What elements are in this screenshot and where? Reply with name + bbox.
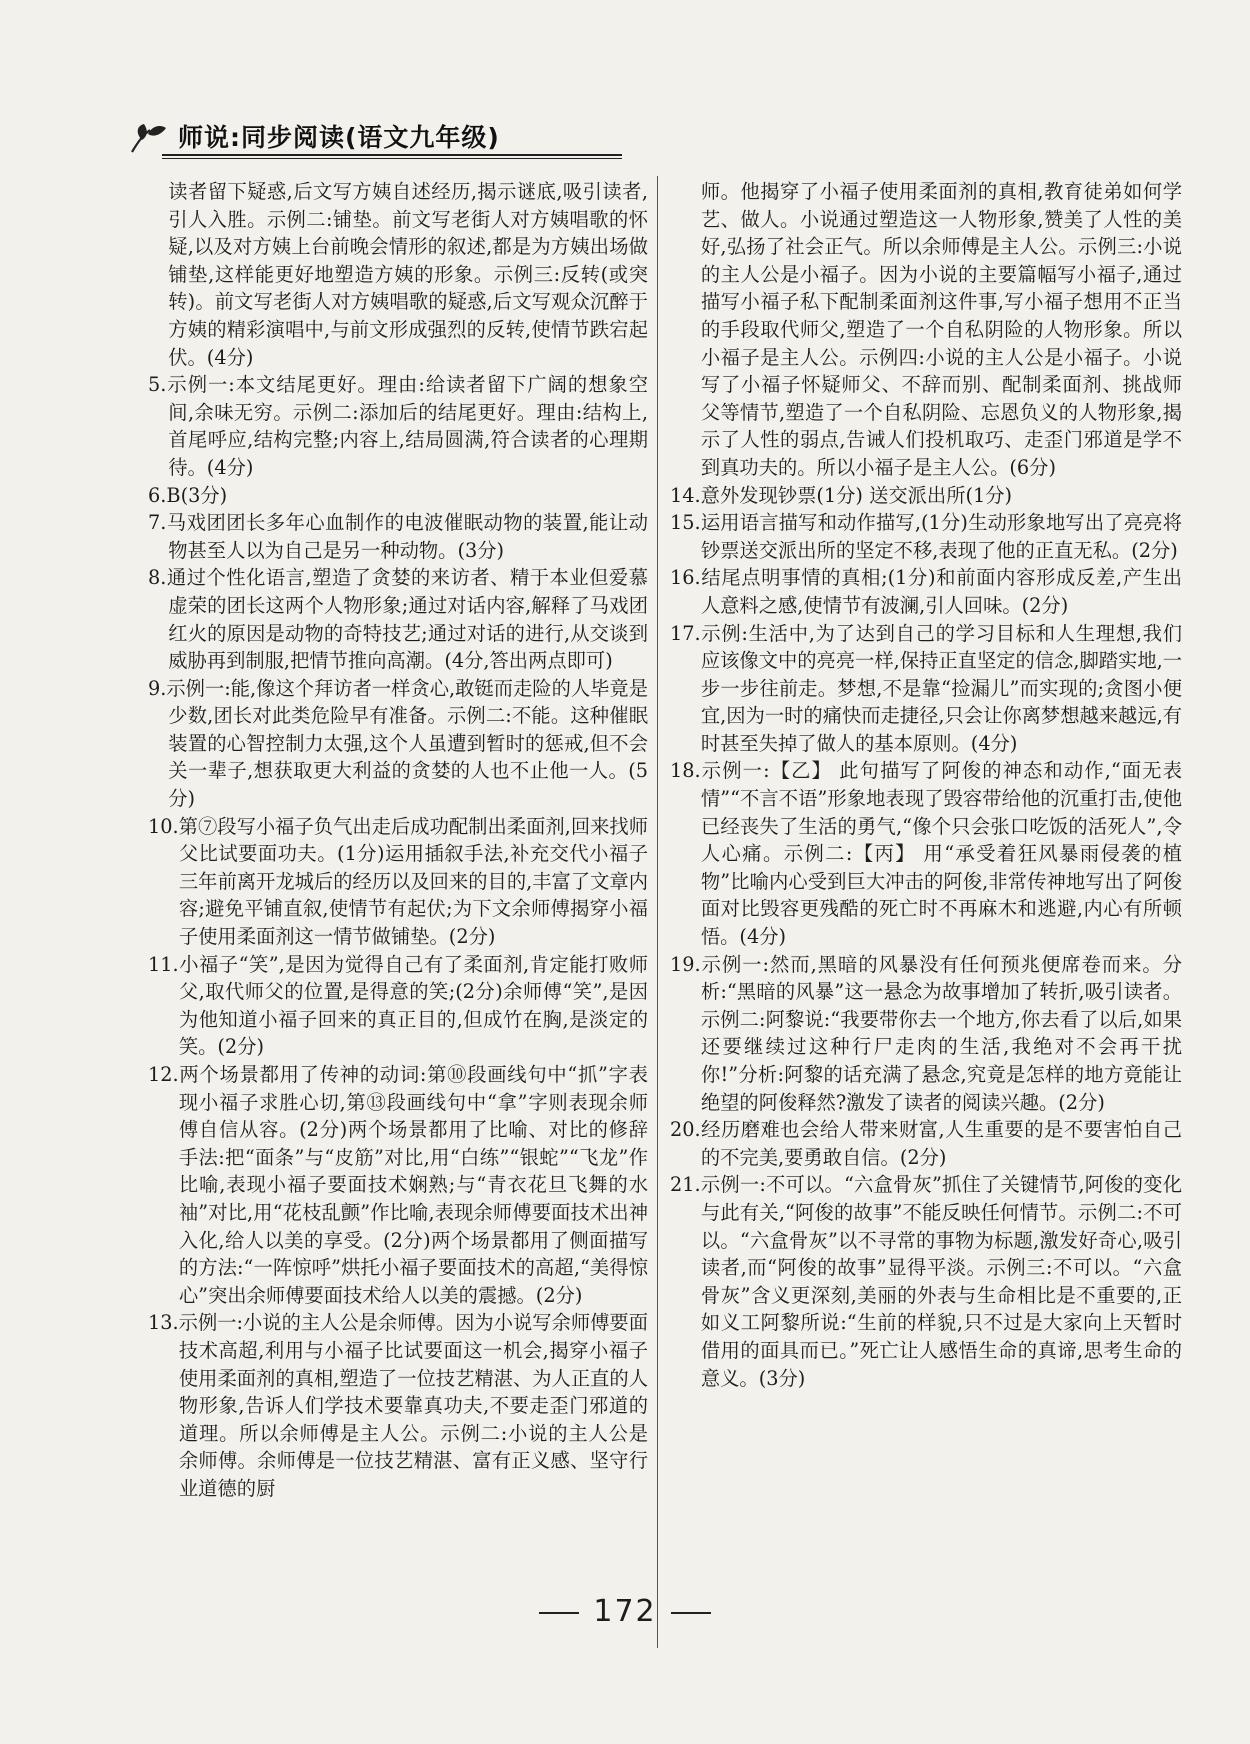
answer-14: 14.意外发现钞票(1分) 送交派出所(1分) [670, 483, 1013, 507]
header-rule [162, 154, 622, 156]
column-divider [657, 176, 658, 1648]
answer-16: 16.结尾点明事情的真相;(1分)和前面内容形成反差,产生出人意料之感,使情节有波澜,引人回味。(2分) [670, 566, 1182, 617]
answer-12: 12.两个场景都用了传神的动词:第⑩段画线句中“抓”字表现小福子求胜心切,第⑬段画线句中“拿”字则表现余师傅自信从容。(2分)两个场景都用了比喻、对比的修辞手法:把“面条”与“皮筋”对比,用“白练”“银蛇”“飞龙”作比喻,表现小福子要面技术娴熟;与“青衣花旦飞舞的水袖”对比,用“花枝乱颤”作比喻,表现余师傅要面技术出神入化,给人以美的享受。(2分)两个场景都用了侧面描写的方法:“一阵惊呼”烘托小福子要面技术的高超,“美得惊心”突出余师傅要面技术给人以美的震撼。(2分) [148, 1063, 648, 1307]
footer-dash-left [539, 1612, 579, 1614]
answer-11: 11.小福子“笑”,是因为觉得自己有了柔面剂,肯定能打败师父,取代师父的位置,是得意的笑;(2分)余师傅“笑”,是因为他知道小福子回来的真正目的,但成竹在胸,是淡定的笑。(2分) [148, 952, 648, 1059]
answer-4-continued: 读者留下疑惑,后文写方姨自述经历,揭示谜底,吸引读者,引人入胜。示例二:铺垫。前文写老街人对方姨唱歌的怀疑,以及对方姨上台前晚会情形的叙述,都是为方姨出场做铺垫,这样能更好地塑造方姨的形象。示例三:反转(或突转)。前文写老街人对方姨唱歌的疑惑,后文写观众沉醉于方姨的精彩演唱中,与前文形成强烈的反转,使情节跌宕起伏。(4分) [168, 180, 648, 369]
answer-21: 21.示例一:不可以。“六盒骨灰”抓住了关键情节,阿俊的变化与此有关,“阿俊的故事”不能反映任何情节。示例二:不可以。“六盒骨灰”以不寻常的事物为标题,激发好奇心,吸引读者,而“阿俊的故事”显得平淡。示例三:不可以。“六盒骨灰”含义更深刻,美丽的外表与生命相比是不重要的,正如义工阿黎所说:“生前的样貌,只不过是大家向上天暂时借用的面具而已。”死亡让人感悟生命的真谛,思考生命的意义。(3分) [670, 1173, 1182, 1390]
answer-15: 15.运用语言描写和动作描写,(1分)生动形象地写出了亮亮将钞票送交派出所的坚定不移,表现了他的正直无私。(2分) [670, 511, 1182, 562]
page-number: 172 [593, 1594, 657, 1629]
header-title: 师说:同步阅读(语文九年级) [178, 123, 500, 152]
answer-6: 6.B(3分) [148, 483, 228, 507]
answer-7: 7.马戏团团长多年心血制作的电波催眠动物的装置,能让动物甚至人以为自己是另一种动物。(3分) [148, 511, 648, 562]
answer-13: 13.示例一:小说的主人公是余师傅。因为小说写余师傅要面技术高超,利用与小福子比试要面这一机会,揭穿小福子使用柔面剂的真相,塑造了一位技艺精湛、为人正直的人物形象,告诉人们学技术要靠真功夫,不要走歪门邪道的道理。所以余师傅是主人公。示例二:小说的主人公是余师傅。余师傅是一位技艺精湛、富有正义感、坚守行业道德的厨 [148, 1311, 648, 1500]
page-footer [0, 1594, 1250, 1629]
answer-10: 10.第⑦段写小福子负气出走后成功配制出柔面剂,回来找师父比试要面功夫。(1分)运用插叙手法,补充交代小福子三年前离开龙城后的经历以及回来的目的,丰富了文章内容;避免平铺直叙,使情节有起伏;为下文余师傅揭穿小福子使用柔面剂这一情节做铺垫。(2分) [148, 814, 648, 949]
answer-9: 9.示例一:能,像这个拜访者一样贪心,敢铤而走险的人毕竟是少数,团长对此类危险早有准备。示例二:不能。这种催眠装置的心智控制力太强,这个人虽遭到暂时的惩戒,但不会关一辈子,想获取更大利益的贪婪的人也不止他一人。(5分) [148, 676, 648, 811]
answer-13-continued: 师。他揭穿了小福子使用柔面剂的真相,教育徒弟如何学艺、做人。小说通过塑造这一人物形象,赞美了人性的美好,弘扬了社会正气。所以余师傅是主人公。示例三:小说的主人公是小福子。因为小说的主要篇幅写小福子,通过描写小福子私下配制柔面剂这件事,写小福子想用不正当的手段取代师父,塑造了一个自私阴险的人物形象。所以小福子是主人公。示例四:小说的主人公是小福子。小说写了小福子怀疑师父、不辞而别、配制柔面剂、挑战师父等情节,塑造了一个自私阴险、忘恩负义的人物形象,揭示了人性的弱点,告诫人们投机取巧、走歪门邪道是学不到真功夫的。所以小福子是主人公。(6分) [700, 180, 1182, 479]
answer-20: 20.经历磨难也会给人带来财富,人生重要的是不要害怕自己的不完美,要勇敢自信。(2分) [670, 1118, 1182, 1169]
footer-dash-right [671, 1612, 711, 1614]
left-column [148, 178, 648, 1503]
answer-19: 19.示例一:然而,黑暗的风暴没有任何预兆便席卷而来。分析:“黑暗的风暴”这一悬念为故事增加了转折,吸引读者。示例二:阿黎说:“我要带你去一个地方,你去看了以后,如果还要继续过这种行尸走肉的生活,我绝对不会再干扰你!”分析:阿黎的话充满了悬念,究竟是怎样的地方竟能让绝望的阿俊释然?激发了读者的阅读兴趣。(2分) [670, 952, 1182, 1114]
answer-5: 5.示例一:本文结尾更好。理由:给读者留下广阔的想象空间,余味无穷。示例二:添加后的结尾更好。理由:结构上,首尾呼应,结构完整;内容上,结局圆满,符合读者的心理期待。(4分) [148, 373, 648, 479]
right-column [670, 178, 1182, 1392]
answer-8: 8.通过个性化语言,塑造了贪婪的来访者、精于本业但爱慕虚荣的团长这两个人物形象;通过对话内容,解释了马戏团红火的原因是动物的奇特技艺;通过对话的进行,从交谈到威胁再到制服,把情节推向高潮。(4分,答出两点即可) [148, 566, 648, 673]
header-rule-thin [162, 158, 622, 159]
page-header [128, 114, 508, 158]
leaf-icon [128, 120, 168, 156]
answer-18: 18.示例一:【乙】 此句描写了阿俊的神态和动作,“面无表情”“不言不语”形象地表现了毁容带给他的沉重打击,使他已经丧失了生活的勇气,“像个只会张口吃饭的活死人”,令人心痛。示例二:【丙】 用“承受着狂风暴雨侵袭的植物”比喻内心受到巨大冲击的阿俊,非常传神地写出了阿俊面对比毁容更残酷的死亡时不再麻木和逃避,内心有所顿悟。(4分) [670, 759, 1182, 949]
answer-17: 17.示例:生活中,为了达到自己的学习目标和人生理想,我们应该像文中的亮亮一样,保持正直坚定的信念,脚踏实地,一步一步往前走。梦想,不是靠“捡漏儿”而实现的;贪图小便宜,因为一时的痛快而走捷径,只会让你离梦想越来越远,有时甚至失掉了做人的基本原则。(4分) [670, 621, 1183, 755]
